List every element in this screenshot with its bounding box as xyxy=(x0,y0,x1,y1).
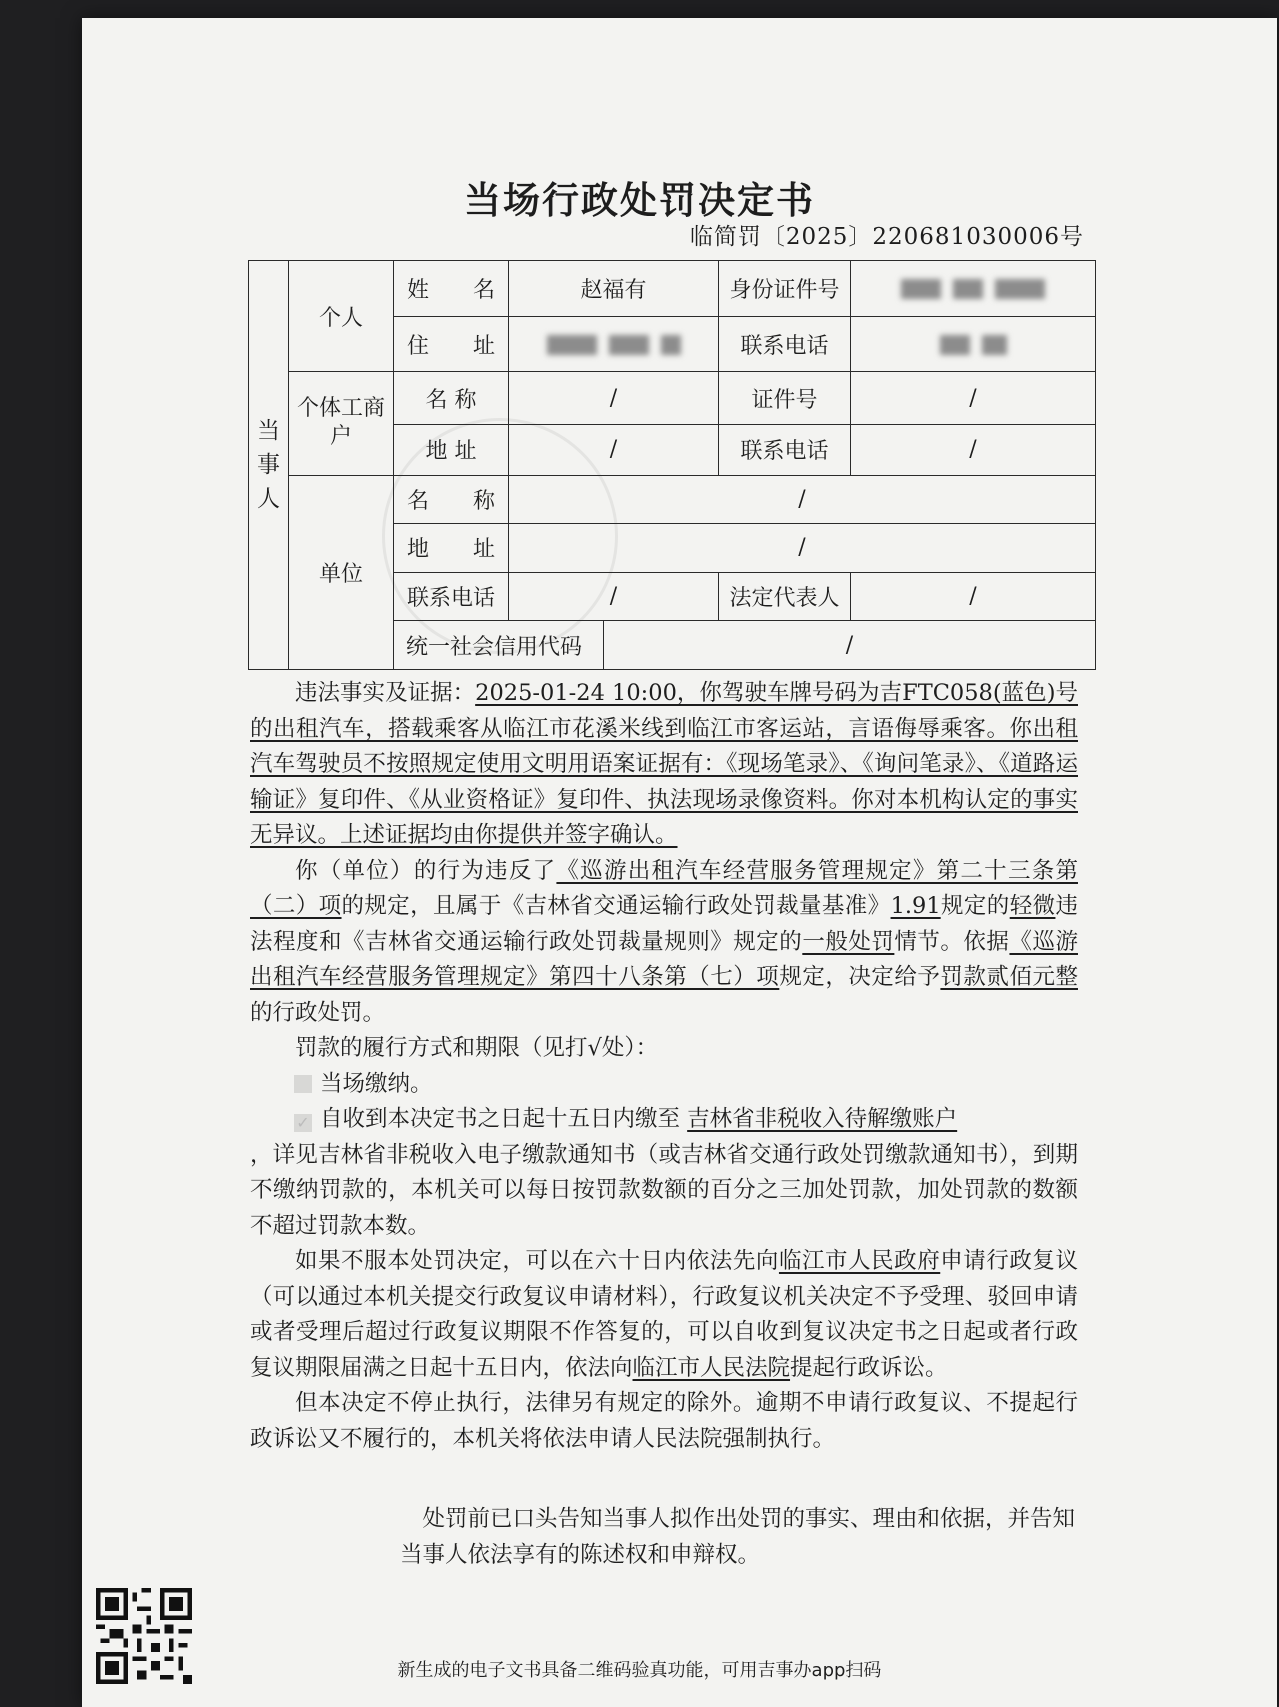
penalty-amount: 罚款贰佰元整 xyxy=(940,964,1078,990)
notice-paragraph xyxy=(400,1502,1080,1573)
unit-name-label: 名 称 xyxy=(394,475,509,524)
payment-heading: 罚款的履行方式和期限（见打√处）： xyxy=(295,1035,659,1061)
penalty-circumstance: 一般处罚 xyxy=(802,928,895,955)
violation-text-3: 规定的 xyxy=(940,893,1010,919)
checkbox-empty-icon xyxy=(294,1075,312,1093)
facts-paragraph xyxy=(250,676,1078,854)
individual-address-value xyxy=(509,316,719,372)
notice-text: 处罚前已口头告知当事人拟作出处罚的事实、理由和依据，并告知当事人依法享有的陈述权和申辩权。 xyxy=(400,1506,1076,1568)
review-authority: 临江市人民政府 xyxy=(778,1248,941,1274)
violation-text-2: 的规定，且属于《吉林省交通运输行政处罚裁量基准》 xyxy=(341,893,891,919)
standard-code: 1.91 xyxy=(890,893,941,919)
appeal-text-1: 如果不服本处罚决定，可以在六十日内依法先向 xyxy=(295,1248,779,1274)
payment-option-account-text-1: 自收到本决定书之日起十五日内缴至 xyxy=(320,1106,688,1132)
violated-law: 《巡游出租汽车经营服务管理规定》第二十三条第（二）项 xyxy=(250,857,1078,919)
unit-rep-label: 法定代表人 xyxy=(719,572,851,621)
violation-text-5: 情节。依据 xyxy=(894,928,1010,955)
violation-text-4: 违法程度和《吉林省交通运输行政处罚裁量规则》规定的 xyxy=(250,893,1078,955)
unit-address-value: / xyxy=(509,524,1096,573)
basis-law: 《巡游出租汽车经营服务管理规定》第四十八条第（七）项 xyxy=(250,928,1078,990)
document-number: 临简罚〔2025〕220681030006号 xyxy=(689,224,1084,250)
decision-body xyxy=(250,676,1078,1457)
document-title: 当场行政处罚决定书 xyxy=(464,178,815,222)
facts-text: 2025-01-24 10:00，你驾驶车牌号码为吉FTC058(蓝色)号的出租汽车，搭载乘客从临江市花溪米线到临江市客运站，言语侮辱乘客。你出租汽车驾驶员不按照规定使用文明用语案证据有：《现场笔录》、《询问笔录》、《道路运输证》复印件、《从业资格证》复印件、执法现场录像资料。你对本机构认定的事实无异议。上述证据均由你提供并签字确认。 xyxy=(250,680,1078,848)
individual-name-value: 赵福有 xyxy=(509,261,719,317)
business-cert-label: 证件号 xyxy=(719,372,851,425)
violation-text-6: 规定，决定给予 xyxy=(779,964,941,990)
unit-phone-label: 联系电话 xyxy=(394,572,509,621)
individual-id-value xyxy=(851,261,1096,317)
individual-name-label: 姓 名 xyxy=(394,261,509,317)
violation-text-1: 你（单位）的行为违反了 xyxy=(295,857,557,884)
unit-address-label: 地 址 xyxy=(394,524,509,573)
payment-account: 吉林省非税收入待解缴账户 xyxy=(687,1106,958,1132)
violation-text-7: 的行政处罚。 xyxy=(250,999,386,1026)
business-cert-value: / xyxy=(851,372,1096,425)
unit-credit-label: 统一社会信用代码 xyxy=(394,621,604,670)
business-address-value: / xyxy=(509,424,719,475)
individual-address-label: 住 址 xyxy=(394,316,509,372)
appeal-text-3: 提起行政诉讼。 xyxy=(790,1354,948,1381)
unit-group-label: 单位 xyxy=(289,475,394,669)
payment-option-account xyxy=(250,1102,1078,1138)
business-phone-label: 联系电话 xyxy=(719,424,851,475)
individual-phone-label: 联系电话 xyxy=(719,316,851,372)
business-phone-value: / xyxy=(851,424,1096,475)
unit-name-value: / xyxy=(509,475,1096,524)
party-side-label: 当事人 xyxy=(249,261,289,670)
unit-rep-value: / xyxy=(851,572,1096,621)
individual-id-label: 身份证件号 xyxy=(719,261,851,317)
business-group-label: 个体工商户 xyxy=(289,372,394,475)
payment-option-onsite-text: 当场缴纳。 xyxy=(320,1070,433,1097)
appeal-text-2: 申请行政复议（可以通过本机关提交行政复议申请材料），行政复议机关决定不予受理、驳回申请或者受理后超过行政复议期限不作答复的，可以自收到复议决定书之日起或者行政复议期限届满之日起十五日内，依法向 xyxy=(250,1248,1078,1381)
business-name-label: 名 称 xyxy=(394,372,509,425)
facts-label: 违法事实及证据： xyxy=(295,680,476,706)
checkmark-icon: ✓ xyxy=(294,1114,312,1132)
individual-group-label: 个人 xyxy=(289,261,394,372)
appeal-paragraph xyxy=(250,1244,1078,1386)
unit-credit-value: / xyxy=(604,621,1096,670)
litigation-court: 临江市人民法院 xyxy=(632,1354,791,1381)
enforcement-paragraph: 但本决定不停止执行，法律另有规定的除外。逾期不申请行政复议、不提起行政诉讼又不履行的，本机关将依法申请人民法院强制执行。 xyxy=(250,1390,1078,1452)
payment-option-account-detail: ，详见吉林省非税收入电子缴款通知书（或吉林省交通行政处罚缴款通知书），到期不缴纳罚款的，本机关可以每日按罚款数额的百分之三加处罚款，加处罚款的数额不超过罚款本数。 xyxy=(250,1141,1078,1239)
payment-option-onsite xyxy=(250,1067,1078,1103)
party-info-table xyxy=(248,260,1096,670)
footer-note: 新生成的电子文书具备二维码验真功能，可用吉事办app扫码 xyxy=(397,1660,882,1681)
business-name-value: / xyxy=(509,372,719,425)
business-address-label: 地 址 xyxy=(394,424,509,475)
unit-phone-value: / xyxy=(509,572,719,621)
individual-phone-value xyxy=(851,316,1096,372)
violation-paragraph xyxy=(250,854,1078,1032)
violation-degree: 轻微 xyxy=(1009,893,1056,919)
